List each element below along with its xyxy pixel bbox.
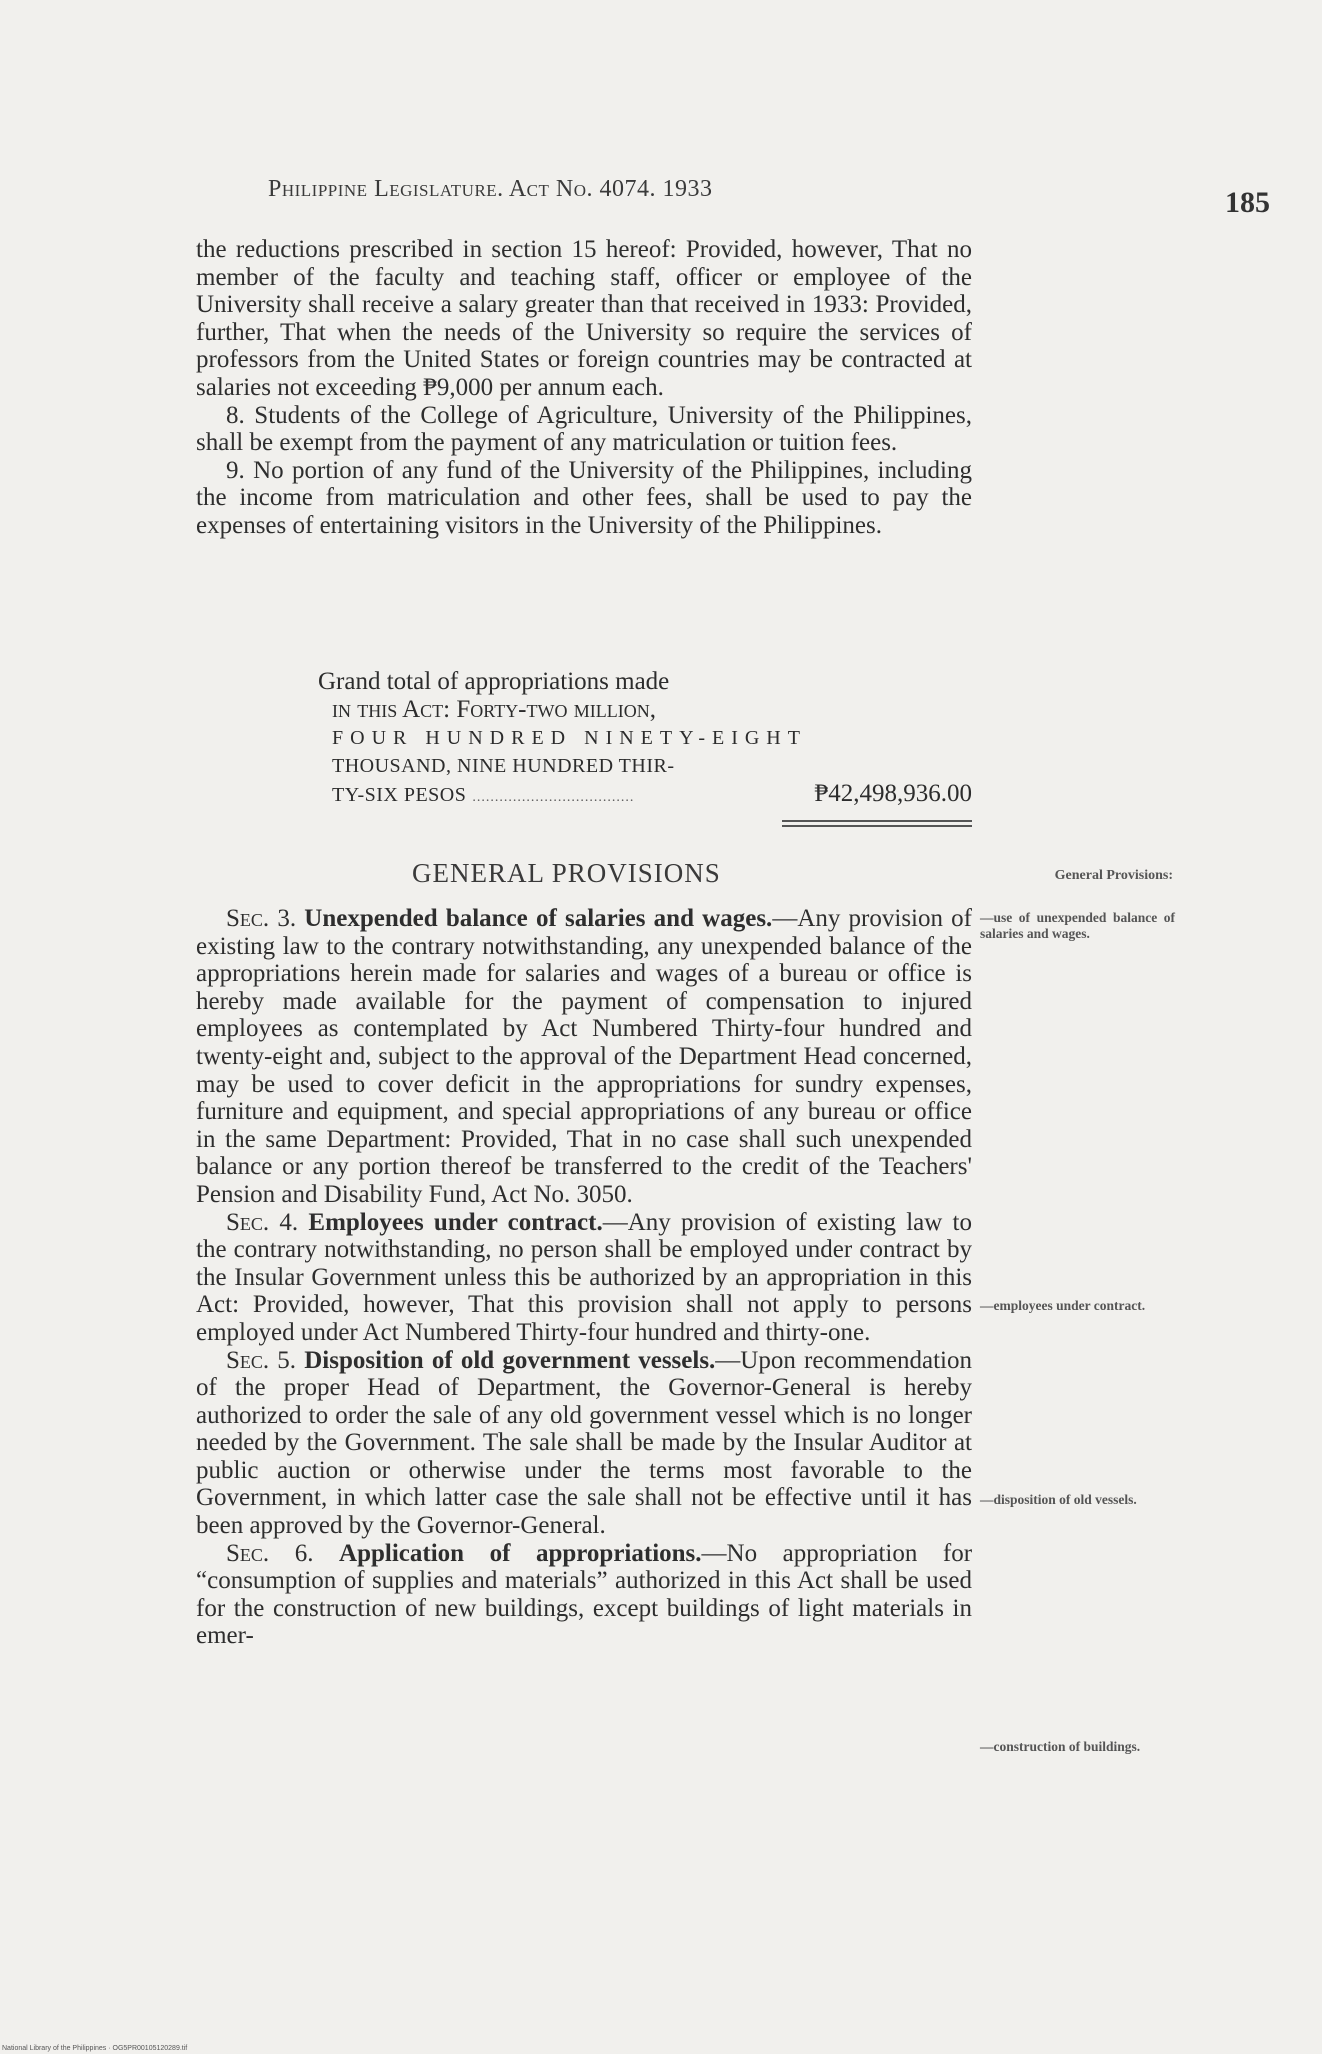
sec3-title: Unexpended balance of salaries and wages. bbox=[304, 905, 773, 932]
margin-note-sec4: —employees under contract. bbox=[980, 1298, 1146, 1313]
sec5-body: —Upon recommendation of the proper Head of Department, the Governor-General is hereby authorized to order the sale of any old government vessel which is no longer needed by the Government. The sale shall be made by the Insular Auditor at public auction or otherwise under the terms most favorable to the Government, in which latter case the sale shall not be effective until it has been approved by the Governor-General. bbox=[196, 1346, 972, 1540]
section-4 bbox=[196, 1209, 972, 1347]
sec5-number: Sec. 5. bbox=[226, 1346, 297, 1374]
section-6 bbox=[196, 1540, 972, 1650]
sec3-number: Sec. 3. bbox=[226, 905, 297, 932]
grand-total-amount: ₱42,498,936.00 bbox=[814, 780, 972, 807]
margin-note-sec3: —use of unexpended balance of salaries and wages. bbox=[980, 910, 1175, 941]
sec6-number: Sec. 6. bbox=[226, 1539, 314, 1567]
margin-general-provisions: General Provisions: bbox=[1054, 868, 1173, 883]
sec4-title: Employees under contract. bbox=[308, 1208, 603, 1236]
sec6-title: Application of appropriations. bbox=[339, 1539, 702, 1567]
section-3 bbox=[196, 905, 972, 1209]
running-head: Philippine Legislature. Act No. 4074. 1933 bbox=[268, 176, 713, 202]
grand-total-line5: TY-SIX PESOS bbox=[332, 784, 467, 806]
sec6-body: —No appropriation for “consumption of supplies and materials” authorized in this Act shall be used for the construction of new buildings, except buildings of light materials in emer- bbox=[196, 1539, 973, 1650]
double-rule-top bbox=[782, 820, 972, 822]
general-provisions-heading: GENERAL PROVISIONS bbox=[412, 858, 721, 888]
top-text-block bbox=[196, 236, 972, 540]
grand-total-line4: THOUSAND, NINE HUNDRED THIR- bbox=[332, 755, 675, 777]
scan-credit: National Library of the Philippines · OG5PR00105120289.tif bbox=[2, 2045, 188, 2052]
section-5 bbox=[196, 1347, 972, 1540]
sec3-body: —Any provision of existing law to the contrary notwithstanding, any unexpended balance of the appropriations herein made for salaries and wages of a bureau or office is hereby made available for the payment of compensation to injured employees as contemplated by Act Numbered Thirty-four hundred and twenty-eight and, subject to the approval of the Department Head concerned, may be used to cover deficit in the appropriations for sundry expenses, furniture and equipment, and special appropriations of any bureau or office in the same Department: Provided, That in no case shall such unexpended balance or any portion thereof be transferred to the credit of the Teachers' Pension and Disability Fund, Act No. 3050. bbox=[196, 905, 973, 1208]
paragraph-9: 9. No portion of any fund of the University of the Philippines, including the income from matriculation and other fees, shall be used to pay the expenses of entertaining visitors in the University of the Philippines. bbox=[196, 456, 972, 539]
grand-total-line2: in this Act: Forty-two million, bbox=[332, 696, 656, 723]
margin-note-sec6: —construction of buildings. bbox=[980, 1739, 1141, 1754]
paragraph-8: 8. Students of the College of Agriculture, University of the Philippines, shall be exempt from the payment of any matriculation or tuition fees. bbox=[196, 401, 972, 457]
margin-note-sec5: —disposition of old vessels. bbox=[980, 1492, 1137, 1507]
grand-total-block bbox=[318, 668, 972, 812]
leader-dots: .................................... bbox=[472, 790, 635, 805]
page-number: 185 bbox=[1225, 186, 1270, 219]
sec4-number: Sec. 4. bbox=[226, 1208, 299, 1236]
grand-total-line1: Grand total of appropriations made bbox=[318, 668, 670, 695]
double-rule-bottom bbox=[782, 825, 972, 827]
sections-block bbox=[196, 905, 972, 1650]
paragraph-provisos: the reductions prescribed in section 15 hereof: Provided, however, That no member of the faculty and teaching staff, officer or employee of the University shall receive a salary greater than that received in 1933: Provided, further, That when the needs of the University so require the services of professors from the United States or foreign countries may be contracted at salaries not exceeding ₱9,000 per annum each. bbox=[196, 236, 972, 401]
sec4-body: —Any provision of existing law to the contrary notwithstanding, no person shall be employed under contract by the Insular Government unless this be authorized by an appropriation in this Act: Provided, however, That this provision shall not apply to persons employed under Act Numbered Thirty-four hundred and thirty-one. bbox=[196, 1208, 972, 1346]
sec5-title: Disposition of old government vessels. bbox=[304, 1346, 716, 1374]
grand-total-line3: FOUR HUNDRED NINETY-EIGHT bbox=[332, 727, 807, 749]
